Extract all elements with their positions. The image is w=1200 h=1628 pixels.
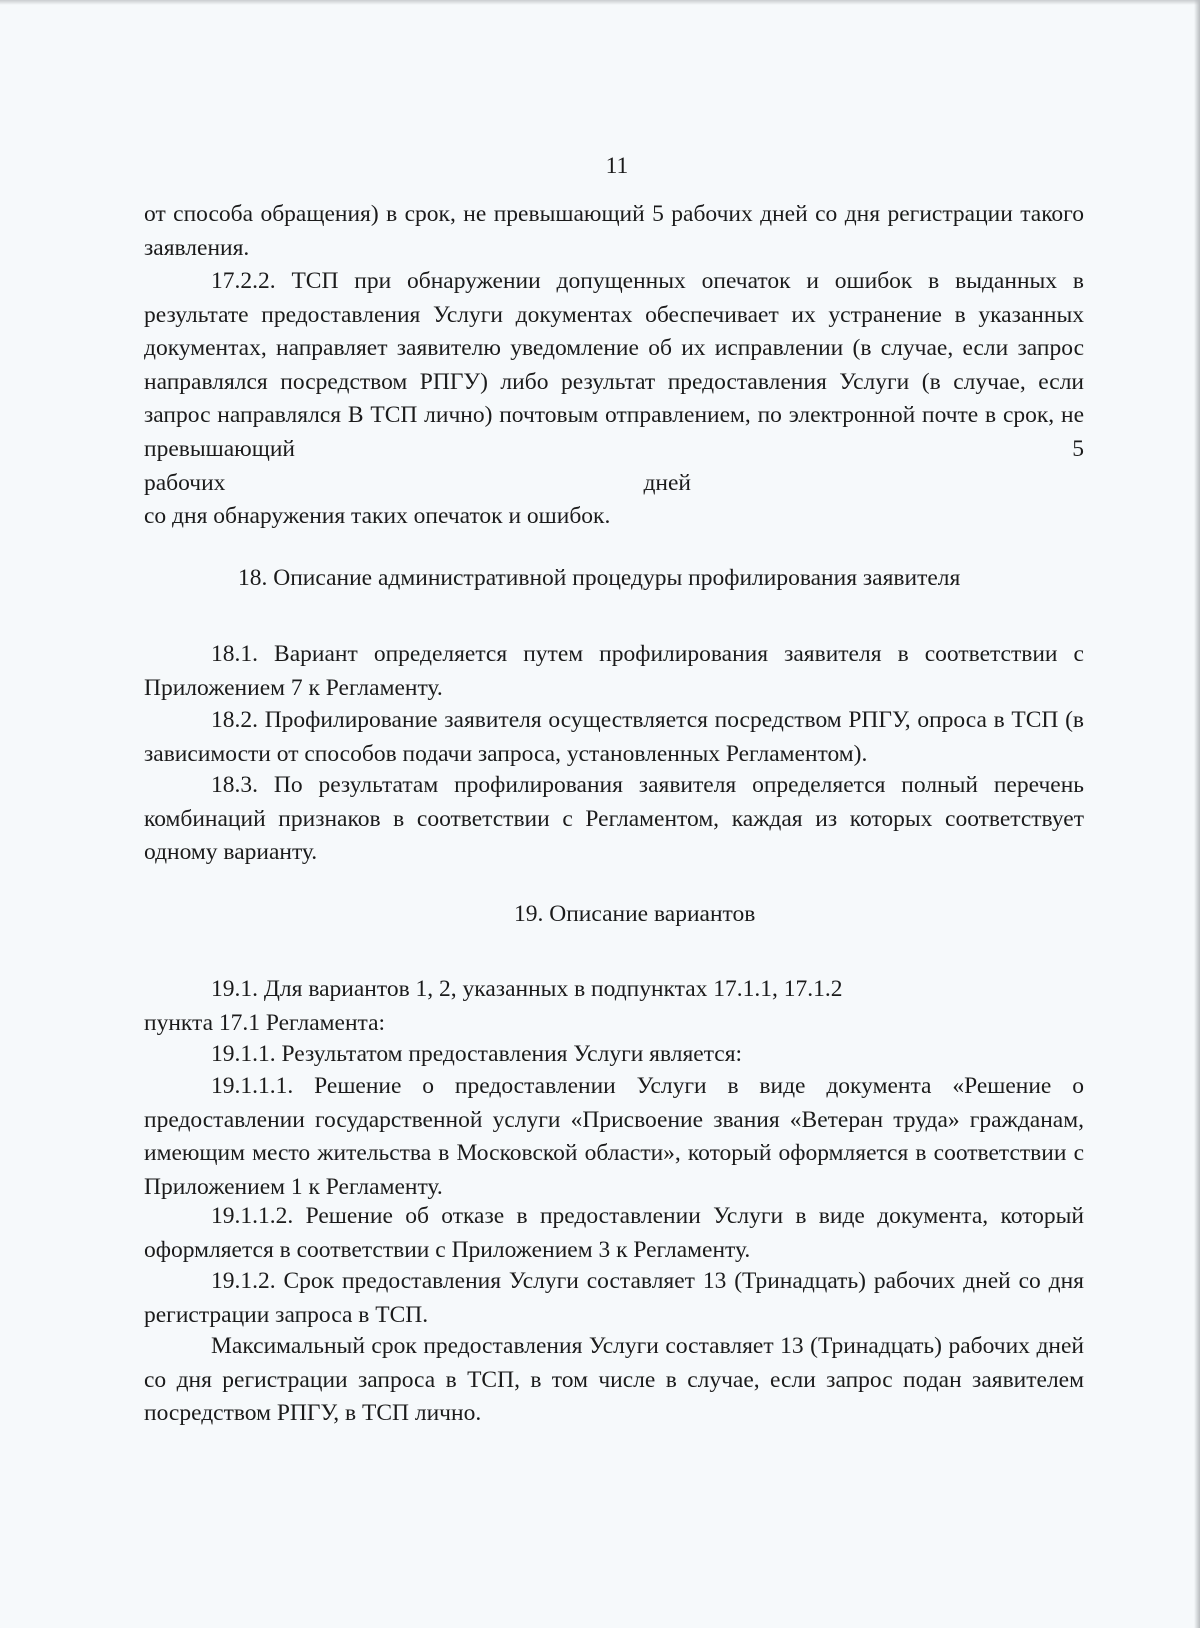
paragraph-text: 17.2.2. ТСП при обнаружении допущенных опечаток и ошибок в выданных в результате предоставления Услуги документах обеспечивает их устранение в указанных документах, направляет заявителю уведомление об их исправлении (в случае, если запрос направлялся посредством РПГУ) либо результат предоставления Услуги (в случае, если запрос направлялся В ТСП лично) почтовым отправлением, по электронной почте в срок, не превышающий 5 (144, 268, 1084, 462)
paragraph-text: 18.1. Вариант определяется путем профилирования заявителя в соответствии с Приложением 7 к Регламенту. (144, 641, 1084, 701)
paragraph-19-1 (144, 973, 1084, 1040)
section-heading-18: 18. Описание административной процедуры профилирования заявителя (238, 565, 961, 591)
paragraph-text: 19.1.1.2. Решение об отказе в предоставлении Услуги в виде документа, который оформляется в соответствии с Приложением 3 к Регламенту. (144, 1203, 1084, 1263)
paragraph-text: Максимальный срок предоставления Услуги составляет 13 (Тринадцать) рабочих дней со дня регистрации запроса в ТСП, в том числе в случае, если запрос подан заявителем посредством РПГУ, в ТСП лично. (144, 1333, 1084, 1427)
paragraph-text: 19.1.1.1. Решение о предоставлении Услуги в виде документа «Решение о предоставлении государственной услуги «Присвоение звания «Ветеран труда» гражданам, имеющим место жительства в Московской области», который оформляется в соответствии с Приложением 1 к Регламенту. (144, 1073, 1084, 1200)
paragraph-tail: со дня обнаружения таких опечаток и ошибок. (144, 503, 611, 530)
word-dney: дней (643, 469, 691, 496)
split-line (144, 467, 691, 501)
paragraph-19-1-1-2 (144, 1200, 1084, 1267)
paragraph-17-2-2 (144, 265, 1084, 534)
scan-edge-right (1194, 0, 1200, 1628)
paragraph-text: 19.1.2. Срок предоставления Услуги составляет 13 (Тринадцать) рабочих дней со дня регистрации запроса в ТСП. (144, 1268, 1084, 1328)
paragraph-text: 18.2. Профилирование заявителя осуществляется посредством РПГУ, опроса в ТСП (в зависимости от способов подачи запроса, установленных Регламентом). (144, 707, 1084, 767)
section-heading-19: 19. Описание вариантов (514, 901, 756, 927)
paragraph-line-1: 19.1. Для вариантов 1, 2, указанных в подпунктах 17.1.1, 17.1.2 (211, 976, 843, 1002)
paragraph-19-1-1 (144, 1038, 1084, 1072)
paragraph-18-3 (144, 769, 1084, 870)
paragraph-18-2 (144, 704, 1084, 771)
paragraph-text: 19.1.1. Результатом предоставления Услуги является: (211, 1041, 743, 1067)
word-rabochih: рабочих (144, 469, 226, 496)
scan-edge-top (0, 0, 1200, 5)
paragraph-19-1-2 (144, 1265, 1084, 1332)
paragraph-text: от способа обращения) в срок, не превышающий 5 рабочих дней со дня регистрации такого заявления. (144, 201, 1084, 261)
paragraph-text: 18.3. По результатам профилирования заявителя определяется полный перечень комбинаций признаков в соответствии с Регламентом, каждая из которых соответствует одному варианту. (144, 772, 1084, 866)
paragraph-max-term (144, 1330, 1084, 1431)
paragraph-continuation (144, 198, 1084, 265)
paragraph-19-1-1-1 (144, 1070, 1084, 1204)
paragraph-18-1 (144, 638, 1084, 705)
page-number: 11 (605, 153, 629, 179)
paragraph-line-2: пункта 17.1 Регламента: (144, 1009, 386, 1036)
